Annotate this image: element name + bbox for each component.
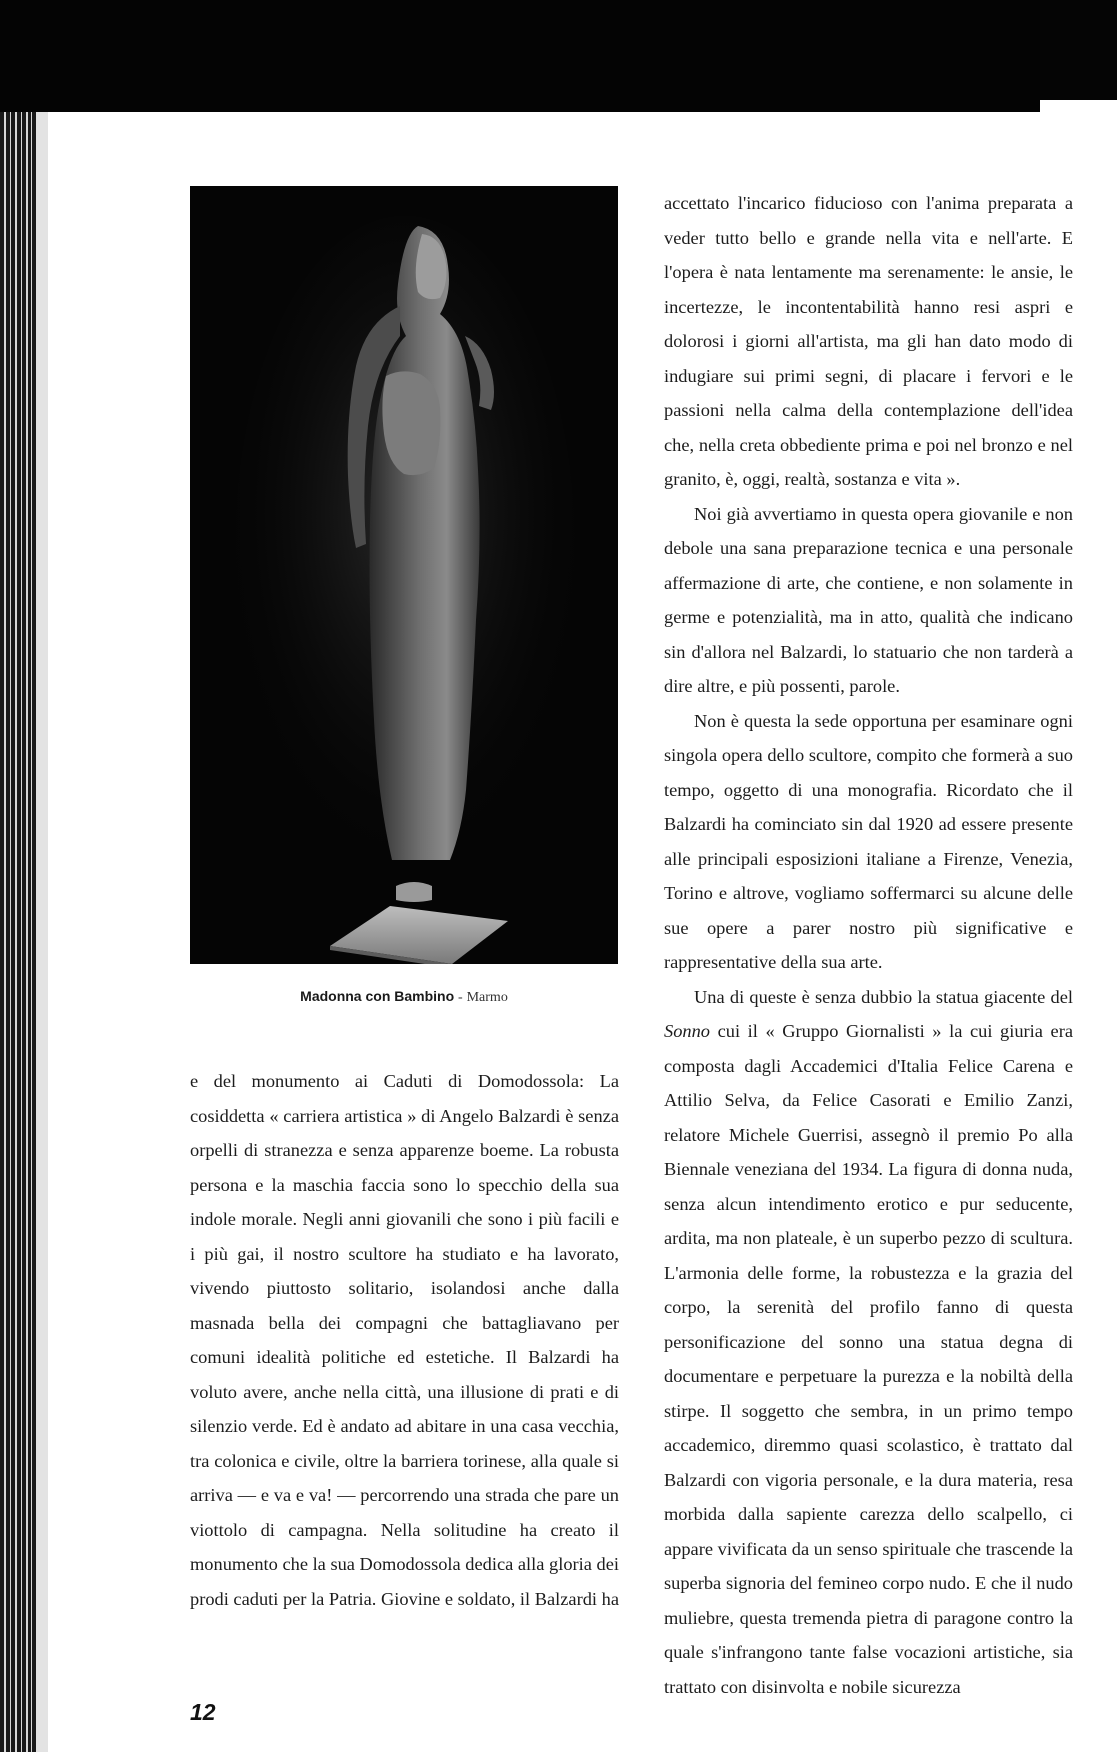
caption-material: Marmo: [466, 990, 508, 1005]
caption-separator: -: [458, 990, 463, 1005]
paragraph-3: Non è questa la sede opportuna per esaminare ogni singola opera dello scultore, compito che formerà a suo tempo, oggetto di una monografia. Ricordato che il Balzardi ha cominciato sin dal 1920 ad essere presente alle principali esposizioni italiane a Firenze, Venezia, Torino e altrove, vogliamo soffermarci su alcune delle sue opere a parer nostro più significative e rappresentative della sua arte.: [664, 710, 1073, 972]
left-text-column: [190, 1064, 619, 1616]
figure-caption: [190, 988, 618, 1006]
paragraph-2: Noi già avvertiamo in questa opera giovanile e non debole una sana preparazione tecnica e una personale affermazione di arte, che contiene, e non solamente in germe e potenzialità, ma in atto, qualità che indicano sin d'allora nel Balzardi, lo statuario che non tarderà a dire altre, e più possenti, parole.: [664, 503, 1073, 696]
page-number: 12: [190, 1699, 216, 1725]
caption-title: Madonna con Bambino: [300, 988, 455, 1004]
artwork-title-sonno: Sonno: [664, 1021, 710, 1041]
scan-dark-border: [0, 0, 1040, 112]
statue-photograph: [190, 186, 618, 964]
paragraph-1: accettato l'incarico fiducioso con l'anima preparata a veder tutto bello e grande nella vita e nell'arte. E l'opera è nata lentamente ma serenamente: le ansie, le incertezze, le incontentabilità hanno resi aspri e dolorosi i giorni all'artista, ma gli han dato modo di indugiare sui primi segni, di placare i fervori e le passioni nella calma della contemplazione dell'idea che, nella creta obbediente prima e poi nel bronzo e nel granito, è, oggi, realtà, sostanza e vita ».: [664, 193, 1073, 489]
right-text-column: [664, 186, 1073, 1704]
paragraph-4: [664, 980, 1073, 1705]
paragraph-4-start: Una di queste è senza dubbio la statua giacente del: [694, 986, 1073, 1007]
madonna-statue-image: [190, 186, 618, 964]
paragraph-4-rest: cui il « Gruppo Giornalisti » la cui giuria era composta dagli Accademici d'Italia Felice Carena e Attilio Selva, da Felice Casorati e Emilio Zanzi, relatore Michele Guerrisi, assegnò il premio Po alla Biennale veneziana del 1934. La figura di donna nuda, senza alcun intendimento erotico e pur seducente, ardita, ma non plateale, è un superbo pezzo di scultura. L'armonia delle forme, la robustezza e la grazia del corpo, la serenità del profilo fanno di questa personificazione del sonno una statua degna di documentare e perpetuare la purezza e la nobiltà della stirpe. Il soggetto che sembra, in un primo tempo accademico, diremmo quasi scolastico, è trattato dal Balzardi con vigoria personale, e la dura materia, resa morbida dalla sapiente carezza dello scalpello, ci appare vivificata da un senso spirituale che trascende la superba signoria del femineo corpo nudo. E che il nudo muliebre, questa tremenda pietra di paragone contro la quale s'infrangono tante false vocazioni artistiche, sia trattato con disinvolta e nobile sicurezza: [664, 1021, 1073, 1697]
left-paragraph: e del monumento ai Caduti di Domodossola: La cosiddetta « carriera artistica » di Angelo Balzardi è senza orpelli di stranezza e senza apparenze boeme. La robusta persona e la maschia faccia sono lo specchio della sua indole morale. Negli anni giovanili che sono i più facili e i più gai, il nostro scultore ha studiato e ha lavorato, vivendo piuttosto solitario, isolandosi anche dalla masnada bella dei compagni che battagliavano per comuni idealità politiche ed estetiche. Il Balzardi ha voluto avere, anche nella città, una illusione di prati e di silenzio verde. Ed è andato ad abitare in una casa vecchia, tra colonica e civile, oltre la barriera torinese, alla quale si arriva — e va e va! — percorrendo una strada che pare un viottolo di campagna. Nella solitudine ha creato il monumento che la sua Domodossola dedica alla gloria dei prodi caduti per la Patria. Giovine e soldato, il Balzardi ha: [190, 1071, 619, 1609]
page-gutter-shadow: [36, 112, 48, 1752]
scan-dark-border-corner: [1040, 0, 1117, 100]
